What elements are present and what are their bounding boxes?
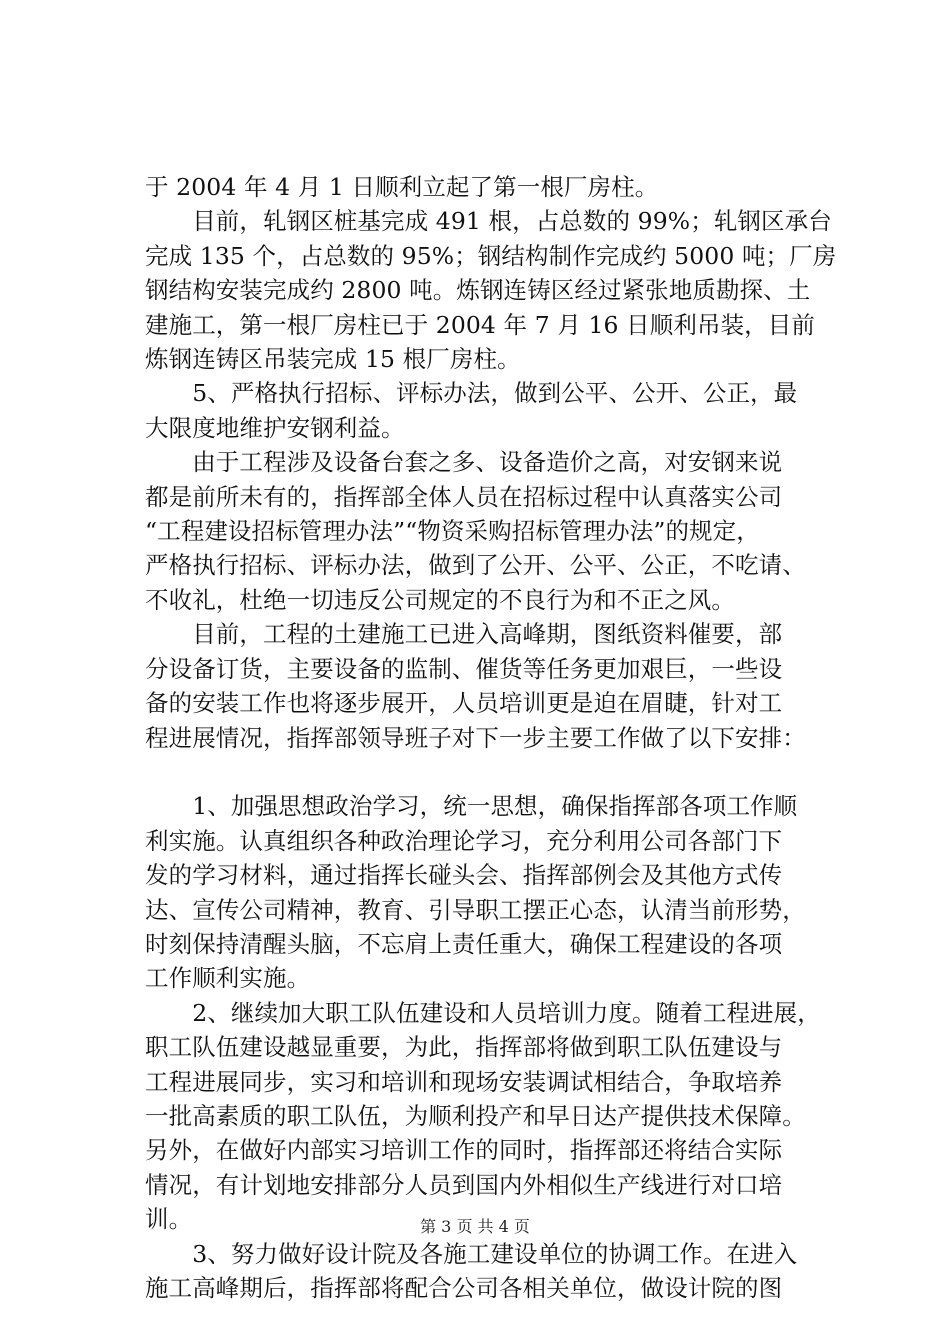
text-line: 钢结构安装完成约 2800 吨。炼钢连铸区经过紧张地质勘探、土	[145, 276, 811, 305]
text-line: 不收礼，杜绝一切违反公司规定的不良行为和不正之风。	[145, 585, 735, 614]
text-line: 5、严格执行招标、评标办法，做到公平、公开、公正，最	[145, 379, 798, 408]
text-line: 工作顺利实施。	[145, 964, 311, 993]
text-line: 分设备订货，主要设备的监制、催货等任务更加艰巨，一些设	[145, 654, 783, 683]
text-line: 于 2004 年 4 月 1 日顺利立起了第一根厂房柱。	[145, 173, 659, 201]
page-footer: 第 3 页 共 4 页	[420, 1217, 530, 1236]
text-line	[145, 755, 835, 789]
text-line: 达、宣传公司精神，教育、引导职工摆正心态，认清当前形势，	[145, 895, 806, 924]
text-line: 时刻保持清醒头脑，不忘肩上责任重大，确保工程建设的各项	[145, 929, 783, 958]
text-line: 3、努力做好设计院及各施工建设单位的协调工作。在进入	[145, 1239, 798, 1268]
text-line: 程进展情况，指挥部领导班子对下一步主要工作做了以下安排：	[145, 723, 806, 752]
text-line: 训。	[145, 1205, 193, 1234]
text-line: 都是前所未有的，指挥部全体人员在招标过程中认真落实公司	[145, 482, 783, 511]
text-line: 建施工，第一根厂房柱已于 2004 年 7 月 16 日顺利吊装，目前	[145, 310, 815, 339]
text-line: 施工高峰期后，指挥部将配合公司各相关单位，做设计院的图	[145, 1274, 783, 1302]
text-line: 炼钢连铸区吊装完成 15 根厂房柱。	[145, 345, 521, 374]
text-line: 职工队伍建设越显重要，为此，指挥部将做到职工队伍建设与	[145, 1033, 783, 1062]
text-line: 利实施。认真组织各种政治理论学习，充分利用公司各部门下	[145, 826, 783, 855]
text-line: 完成 135 个，占总数的 95%；钢结构制作完成约 5000 吨；厂房	[145, 241, 837, 270]
text-line: 工程进展同步，实习和培训和现场安装调试相结合，争取培养	[145, 1067, 783, 1096]
text-line: 严格执行招标、评标办法，做到了公开、公平、公正，不吃请、	[145, 551, 806, 580]
text-line: 2、继续加大职工队伍建设和人员培训力度。随着工程进展，	[145, 998, 821, 1027]
document-body	[145, 170, 835, 1305]
paragraph-text	[145, 170, 835, 1305]
text-line: 目前，工程的土建施工已进入高峰期，图纸资料催要，部	[145, 620, 783, 649]
text-line: “工程建设招标管理办法”“物资采购招标管理办法”的规定，	[145, 517, 760, 546]
text-line: 情况，有计划地安排部分人员到国内外相似生产线进行对口培	[145, 1170, 783, 1199]
text-line: 由于工程涉及设备台套之多、设备造价之高，对安钢来说	[145, 448, 783, 477]
text-line: 目前，轧钢区桩基完成 491 根，占总数的 99%；轧钢区承台	[145, 207, 832, 236]
text-line: 发的学习材料，通过指挥长碰头会、指挥部例会及其他方式传	[145, 861, 783, 890]
text-line: 一批高素质的职工队伍，为顺利投产和早日达产提供技术保障。	[145, 1101, 806, 1130]
text-line: 大限度地维护安钢利益。	[145, 413, 405, 442]
text-line: 另外，在做好内部实习培训工作的同时，指挥部还将结合实际	[145, 1136, 783, 1165]
text-line: 1、加强思想政治学习，统一思想，确保指挥部各项工作顺	[145, 792, 798, 821]
text-line: 备的安装工作也将逐步展开，人员培训更是迫在眉睫，针对工	[145, 689, 783, 718]
